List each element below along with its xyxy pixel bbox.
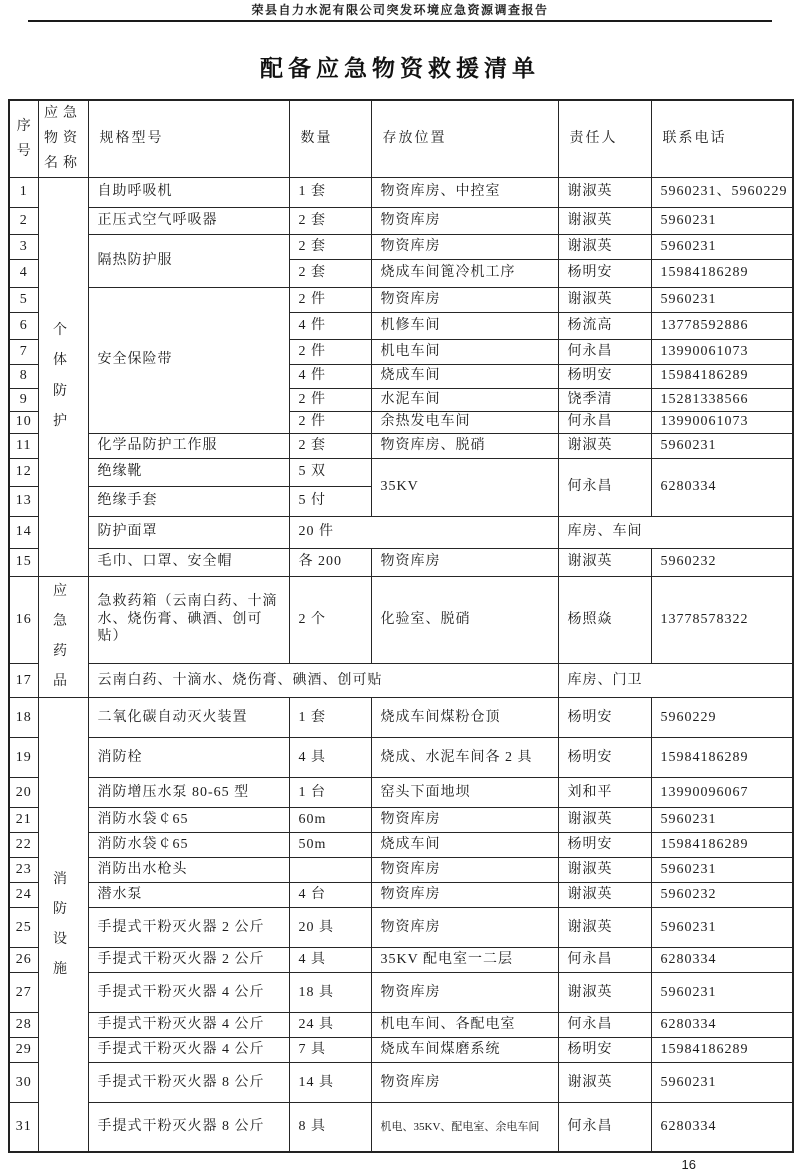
- cell-spec: 手提式干粉灭火器 2 公斤: [88, 947, 289, 972]
- cell-phone: 5960231: [651, 234, 793, 259]
- cell-person: 杨流高: [558, 312, 651, 339]
- cell-person: 杨照焱: [558, 576, 651, 663]
- cell-person: 谢淑英: [558, 548, 651, 576]
- cell-spec: 绝缘手套: [88, 486, 289, 516]
- cell-serial: 25: [9, 907, 38, 947]
- cell-person: 谢淑英: [558, 234, 651, 259]
- header-spec: 规格型号: [88, 100, 289, 177]
- cell-phone: 6280334: [651, 947, 793, 972]
- page-title: 配备应急物资救援清单: [260, 56, 540, 81]
- cell-serial: 11: [9, 433, 38, 458]
- header-rule: [28, 20, 772, 22]
- cell-serial: 15: [9, 548, 38, 576]
- cell-spec: 正压式空气呼吸器: [88, 207, 289, 234]
- cell-location: 烧成车间篦冷机工序: [371, 259, 558, 287]
- table-row: [9, 832, 793, 857]
- cell-spec: 手提式干粉灭火器 4 公斤: [88, 972, 289, 1012]
- cell-phone: 5960231: [651, 907, 793, 947]
- cell-quantity: 1 套: [289, 697, 371, 737]
- cell-phone: 5960231: [651, 857, 793, 882]
- cell-category: 应急药品: [38, 576, 88, 697]
- page-number: 16: [681, 1157, 696, 1172]
- cell-person: 饶季清: [558, 388, 651, 411]
- cell-spec: 安全保险带: [88, 287, 289, 433]
- cell-spec: 手提式干粉灭火器 2 公斤: [88, 907, 289, 947]
- table-row: [9, 1102, 793, 1152]
- cell-phone: 5960231: [651, 807, 793, 832]
- cell-quantity: 2 套: [289, 207, 371, 234]
- cell-serial: 26: [9, 947, 38, 972]
- cell-quantity: 8 具: [289, 1102, 371, 1152]
- cell-person: 杨明安: [558, 737, 651, 777]
- cell-phone: 5960231: [651, 207, 793, 234]
- cell-location: 35KV 配电室一二层: [371, 947, 558, 972]
- cell-serial: 23: [9, 857, 38, 882]
- cell-spec: 潜水泵: [88, 882, 289, 907]
- cell-serial: 30: [9, 1062, 38, 1102]
- cell-quantity: 7 具: [289, 1037, 371, 1062]
- cell-quantity: [289, 857, 371, 882]
- cell-phone: 5960231: [651, 972, 793, 1012]
- cell-person: 何永昌: [558, 339, 651, 364]
- cell-person: 何永昌: [558, 1012, 651, 1037]
- cell-quantity: 18 具: [289, 972, 371, 1012]
- cell-quantity: 24 具: [289, 1012, 371, 1037]
- cell-serial: 22: [9, 832, 38, 857]
- cell-person: 刘和平: [558, 777, 651, 807]
- cell-phone: 13990061073: [651, 339, 793, 364]
- cell-location: 物资库房: [371, 1062, 558, 1102]
- cell-serial: 18: [9, 697, 38, 737]
- table-row: [9, 287, 793, 312]
- cell-quantity: 2 件: [289, 339, 371, 364]
- cell-serial: 2: [9, 207, 38, 234]
- cell-phone: 5960232: [651, 548, 793, 576]
- cell-spec: 二氧化碳自动灭火装置: [88, 697, 289, 737]
- cell-location: 物资库房: [371, 548, 558, 576]
- cell-quantity: 4 具: [289, 737, 371, 777]
- cell-spec: 消防增压水泵 80-65 型: [88, 777, 289, 807]
- cell-serial: 3: [9, 234, 38, 259]
- table-row: [9, 433, 793, 458]
- cell-phone: 5960231: [651, 433, 793, 458]
- cell-phone: 5960231: [651, 1062, 793, 1102]
- cell-spec: 消防水袋￠65: [88, 832, 289, 857]
- cell-serial: 17: [9, 663, 38, 697]
- cell-location: 烧成车间: [371, 832, 558, 857]
- table-row: [9, 807, 793, 832]
- cell-quantity: 2 套: [289, 433, 371, 458]
- table-row: [9, 857, 793, 882]
- cell-person: 何永昌: [558, 947, 651, 972]
- cell-serial: 8: [9, 364, 38, 388]
- cell-location: 物资库房: [371, 207, 558, 234]
- cell-quantity: 5 付: [289, 486, 371, 516]
- cell-person: 谢淑英: [558, 807, 651, 832]
- cell-serial: 29: [9, 1037, 38, 1062]
- cell-location: 物资库房: [371, 857, 558, 882]
- cell-location: 烧成、水泥车间各 2 具: [371, 737, 558, 777]
- cell-quantity: 2 个: [289, 576, 371, 663]
- table-row: [9, 458, 793, 486]
- table-row: [9, 1012, 793, 1037]
- cell-quantity: 14 具: [289, 1062, 371, 1102]
- cell-spec: 消防栓: [88, 737, 289, 777]
- cell-serial: 28: [9, 1012, 38, 1037]
- cell-serial: 31: [9, 1102, 38, 1152]
- doc-header: 荣县自力水泥有限公司突发环境应急资源调查报告: [251, 3, 549, 17]
- cell-spec: 隔热防护服: [88, 234, 289, 287]
- cell-spec: 手提式干粉灭火器 8 公斤: [88, 1102, 289, 1152]
- cell-person: 杨明安: [558, 1037, 651, 1062]
- cell-location: 烧成车间煤磨系统: [371, 1037, 558, 1062]
- cell-location: 物资库房: [371, 234, 558, 259]
- header-phone: 联系电话: [651, 100, 793, 177]
- cell-location: 库房、车间: [558, 516, 793, 548]
- cell-quantity: 4 件: [289, 364, 371, 388]
- cell-phone: 5960229: [651, 697, 793, 737]
- cell-location: 物资库房、中控室: [371, 177, 558, 207]
- cell-location: 机电车间、各配电室: [371, 1012, 558, 1037]
- cell-phone: 15984186289: [651, 259, 793, 287]
- cell-phone: 5960231、5960229: [651, 177, 793, 207]
- cell-phone: 15984186289: [651, 737, 793, 777]
- cell-serial: 10: [9, 411, 38, 433]
- cell-location: 35KV: [371, 458, 558, 516]
- cell-quantity: 2 件: [289, 287, 371, 312]
- cell-person: 谢淑英: [558, 857, 651, 882]
- table-row: [9, 516, 793, 548]
- cell-quantity: 2 件: [289, 388, 371, 411]
- header-location: 存放位置: [371, 100, 558, 177]
- cell-quantity: 4 台: [289, 882, 371, 907]
- cell-serial: 16: [9, 576, 38, 663]
- cell-phone: 15281338566: [651, 388, 793, 411]
- cell-spec: 防护面罩: [88, 516, 289, 548]
- cell-location: 化验室、脱硝: [371, 576, 558, 663]
- cell-person: 杨明安: [558, 832, 651, 857]
- supplies-table: [8, 99, 794, 1153]
- cell-phone: 13778592886: [651, 312, 793, 339]
- table-row: [9, 234, 793, 259]
- cell-phone: 13778578322: [651, 576, 793, 663]
- table-row: [9, 1062, 793, 1102]
- cell-location: 烧成车间煤粉仓顶: [371, 697, 558, 737]
- cell-serial: 1: [9, 177, 38, 207]
- table-row: [9, 737, 793, 777]
- cell-location: 物资库房: [371, 807, 558, 832]
- cell-quantity: 2 件: [289, 411, 371, 433]
- cell-person: 何永昌: [558, 411, 651, 433]
- cell-person: 杨明安: [558, 364, 651, 388]
- cell-location: 机修车间: [371, 312, 558, 339]
- cell-location: 物资库房: [371, 882, 558, 907]
- cell-phone: 15984186289: [651, 1037, 793, 1062]
- cell-quantity: 20 具: [289, 907, 371, 947]
- cell-phone: 13990096067: [651, 777, 793, 807]
- cell-quantity: 4 具: [289, 947, 371, 972]
- cell-quantity: 4 件: [289, 312, 371, 339]
- header-serial: 序号: [9, 100, 38, 177]
- cell-spec: 绝缘靴: [88, 458, 289, 486]
- cell-quantity: 50m: [289, 832, 371, 857]
- table-header-row: [9, 100, 793, 177]
- cell-category: 消防设施: [38, 697, 88, 1152]
- cell-location: 烧成车间: [371, 364, 558, 388]
- header-quantity: 数量: [289, 100, 371, 177]
- table-row: [9, 972, 793, 1012]
- cell-spec: 消防出水枪头: [88, 857, 289, 882]
- cell-quantity: 各 200: [289, 548, 371, 576]
- table-row: [9, 882, 793, 907]
- cell-serial: 13: [9, 486, 38, 516]
- cell-person: 谢淑英: [558, 207, 651, 234]
- table-row: [9, 177, 793, 207]
- cell-serial: 21: [9, 807, 38, 832]
- header-person: 责任人: [558, 100, 651, 177]
- cell-person: 谢淑英: [558, 907, 651, 947]
- cell-phone: 6280334: [651, 458, 793, 516]
- cell-person: 谢淑英: [558, 972, 651, 1012]
- cell-phone: 15984186289: [651, 364, 793, 388]
- table-row: [9, 548, 793, 576]
- cell-phone: 6280334: [651, 1012, 793, 1037]
- cell-category: 个体防护: [38, 177, 88, 576]
- cell-serial: 7: [9, 339, 38, 364]
- cell-spec: 手提式干粉灭火器 4 公斤: [88, 1012, 289, 1037]
- table-row: [9, 1037, 793, 1062]
- cell-spec: 手提式干粉灭火器 8 公斤: [88, 1062, 289, 1102]
- cell-serial: 24: [9, 882, 38, 907]
- cell-phone: 15984186289: [651, 832, 793, 857]
- cell-location: 水泥车间: [371, 388, 558, 411]
- cell-quantity: 2 套: [289, 259, 371, 287]
- cell-person: 杨明安: [558, 259, 651, 287]
- cell-person: 谢淑英: [558, 1062, 651, 1102]
- cell-phone: 5960231: [651, 287, 793, 312]
- cell-spec: 消防水袋￠65: [88, 807, 289, 832]
- cell-person: 何永昌: [558, 458, 651, 516]
- cell-quantity: 1 套: [289, 177, 371, 207]
- cell-location: 物资库房: [371, 287, 558, 312]
- cell-phone: 5960232: [651, 882, 793, 907]
- table-row: [9, 947, 793, 972]
- cell-location: 物资库房: [371, 907, 558, 947]
- cell-quantity: 60m: [289, 807, 371, 832]
- header-category: 应急物资名称: [38, 100, 88, 177]
- cell-person: 谢淑英: [558, 882, 651, 907]
- cell-location: 物资库房: [371, 972, 558, 1012]
- cell-serial: 19: [9, 737, 38, 777]
- cell-serial: 12: [9, 458, 38, 486]
- cell-phone: 13990061073: [651, 411, 793, 433]
- cell-location: 余热发电车间: [371, 411, 558, 433]
- cell-serial: 6: [9, 312, 38, 339]
- cell-person: 谢淑英: [558, 287, 651, 312]
- cell-location: 机电、35KV、配电室、余电车间: [371, 1102, 558, 1152]
- cell-location: 库房、门卫: [558, 663, 793, 697]
- cell-location: 窑头下面地坝: [371, 777, 558, 807]
- table-row: [9, 663, 793, 697]
- cell-spec: 急救药箱（云南白药、十滴水、烧伤膏、碘酒、创可贴）: [88, 576, 289, 663]
- cell-serial: 27: [9, 972, 38, 1012]
- cell-spec: 化学品防护工作服: [88, 433, 289, 458]
- cell-spec: 毛巾、口罩、安全帽: [88, 548, 289, 576]
- table-row: [9, 697, 793, 737]
- table-row: [9, 907, 793, 947]
- cell-person: 杨明安: [558, 697, 651, 737]
- cell-person: 谢淑英: [558, 177, 651, 207]
- cell-serial: 14: [9, 516, 38, 548]
- cell-serial: 9: [9, 388, 38, 411]
- cell-quantity: 5 双: [289, 458, 371, 486]
- table-row: [9, 777, 793, 807]
- cell-person: 谢淑英: [558, 433, 651, 458]
- cell-phone: 6280334: [651, 1102, 793, 1152]
- table-row: [9, 576, 793, 663]
- cell-spec: 手提式干粉灭火器 4 公斤: [88, 1037, 289, 1062]
- cell-location: 物资库房、脱硝: [371, 433, 558, 458]
- cell-person: 何永昌: [558, 1102, 651, 1152]
- cell-serial: 4: [9, 259, 38, 287]
- cell-location: 机电车间: [371, 339, 558, 364]
- cell-spec: 云南白药、十滴水、烧伤膏、碘酒、创可贴: [88, 663, 558, 697]
- cell-serial: 5: [9, 287, 38, 312]
- cell-serial: 20: [9, 777, 38, 807]
- cell-quantity: 20 件: [289, 516, 558, 548]
- cell-quantity: 2 套: [289, 234, 371, 259]
- cell-quantity: 1 台: [289, 777, 371, 807]
- cell-spec: 自助呼吸机: [88, 177, 289, 207]
- table-row: [9, 207, 793, 234]
